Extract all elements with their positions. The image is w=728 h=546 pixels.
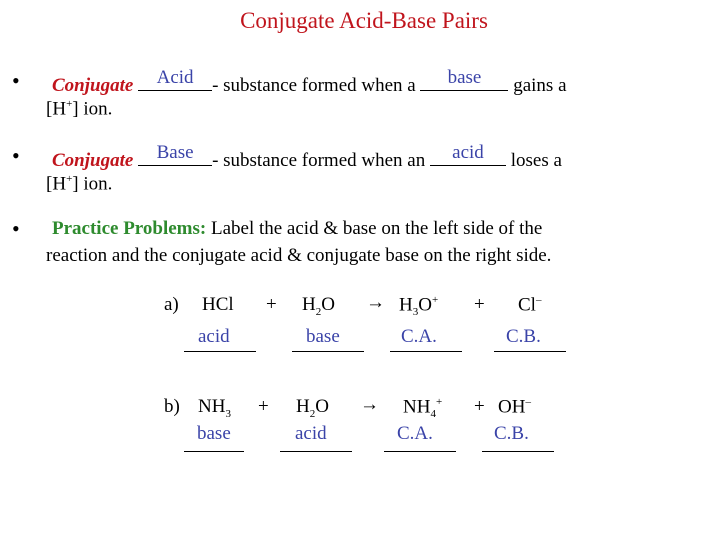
reaction-a-product-1 (399, 294, 438, 318)
formula-subscript: 2 (315, 305, 322, 318)
reaction-a-reactant-1: HCl (202, 294, 234, 315)
definition-text: - substance formed when an (212, 150, 426, 171)
definition-conjugate-acid (52, 67, 567, 97)
reaction-a-prefix: a) (164, 294, 179, 315)
formula-superscript: + (435, 396, 443, 408)
reaction-b-prefix: b) (164, 396, 180, 417)
reaction-a-plus-2: + (474, 294, 485, 315)
bracket-text: [H (46, 98, 67, 120)
definition-line-2 (46, 173, 112, 195)
answer-blank (430, 142, 506, 166)
answer-underline (482, 450, 554, 452)
formula-text: H (302, 294, 316, 315)
bullet-marker: • (12, 216, 20, 241)
formula-text: OH (498, 396, 526, 418)
definition-line-2 (46, 98, 112, 120)
formula-subscript: 3 (412, 306, 419, 319)
charge-superscript: + (66, 98, 73, 110)
reaction-b-plus: + (258, 396, 269, 417)
bracket-text: ] ion. (72, 98, 113, 120)
formula-text: O (418, 294, 432, 316)
definition-conjugate-base (52, 142, 562, 172)
reaction-b-product-2 (498, 396, 531, 418)
reaction-a-reactant-2 (302, 294, 335, 318)
formula-text: O (315, 396, 329, 417)
label-acid: acid (198, 326, 230, 347)
formula-superscript: + (431, 294, 439, 306)
answer-underline (494, 350, 566, 352)
formula-subscript: 3 (225, 407, 231, 420)
reaction-a-plus: + (266, 294, 277, 315)
answer-text: acid (452, 142, 484, 163)
answer-underline (384, 450, 456, 452)
definition-text: gains a (513, 75, 567, 96)
formula-text: NH (403, 396, 431, 418)
definition-text: - substance formed when a (212, 75, 416, 96)
answer-underline (280, 450, 352, 452)
reaction-b-reactant-2 (296, 396, 329, 420)
page-title: Conjugate Acid-Base Pairs (240, 8, 488, 33)
answer-underline (292, 350, 364, 352)
label-base: base (306, 326, 340, 347)
answer-text: Base (156, 142, 194, 163)
label-conjugate-base: C.B. (506, 326, 541, 347)
formula-subscript: 2 (309, 407, 316, 420)
answer-underline (184, 350, 256, 352)
answer-blank (138, 67, 212, 91)
bracket-text: [H (46, 173, 67, 195)
label-base: base (197, 423, 231, 444)
reaction-arrow-icon: → (366, 292, 385, 313)
formula-text: NH (198, 396, 226, 417)
charge-superscript: + (66, 173, 73, 185)
formula-text: H (296, 396, 310, 417)
reaction-arrow-icon: → (360, 394, 379, 415)
bracket-text: ] ion. (72, 173, 113, 195)
formula-superscript: – (535, 294, 542, 306)
bullet-marker: • (12, 143, 20, 168)
definition-term: Conjugate (52, 75, 134, 96)
practice-label: Practice Problems: (52, 218, 207, 239)
answer-underline (184, 450, 244, 452)
formula-text: H (399, 294, 413, 316)
label-acid: acid (295, 423, 327, 444)
practice-text: Label the acid & base on the left side of the (210, 218, 543, 239)
practice-line-2: reaction and the conjugate acid & conjugate base on the right side. (46, 245, 552, 266)
formula-superscript: – (525, 396, 531, 408)
reaction-b-reactant-1 (198, 396, 231, 420)
bullet-marker: • (12, 68, 20, 93)
definition-term: Conjugate (52, 150, 134, 171)
label-conjugate-base: C.B. (494, 423, 529, 444)
label-conjugate-acid: C.A. (397, 423, 433, 444)
label-conjugate-acid: C.A. (401, 326, 437, 347)
answer-blank (138, 142, 212, 166)
reaction-b-plus-2: + (474, 396, 485, 417)
formula-text: O (321, 294, 335, 315)
answer-text: base (447, 67, 482, 88)
reaction-b-product-1 (403, 396, 442, 420)
reaction-a-product-2 (518, 294, 541, 316)
answer-underline (390, 350, 462, 352)
practice-line-1 (52, 218, 542, 240)
formula-subscript: 4 (430, 408, 436, 421)
answer-blank (420, 67, 508, 91)
formula-text: Cl (518, 294, 536, 316)
definition-text: loses a (510, 150, 562, 171)
answer-text: Acid (156, 67, 194, 88)
